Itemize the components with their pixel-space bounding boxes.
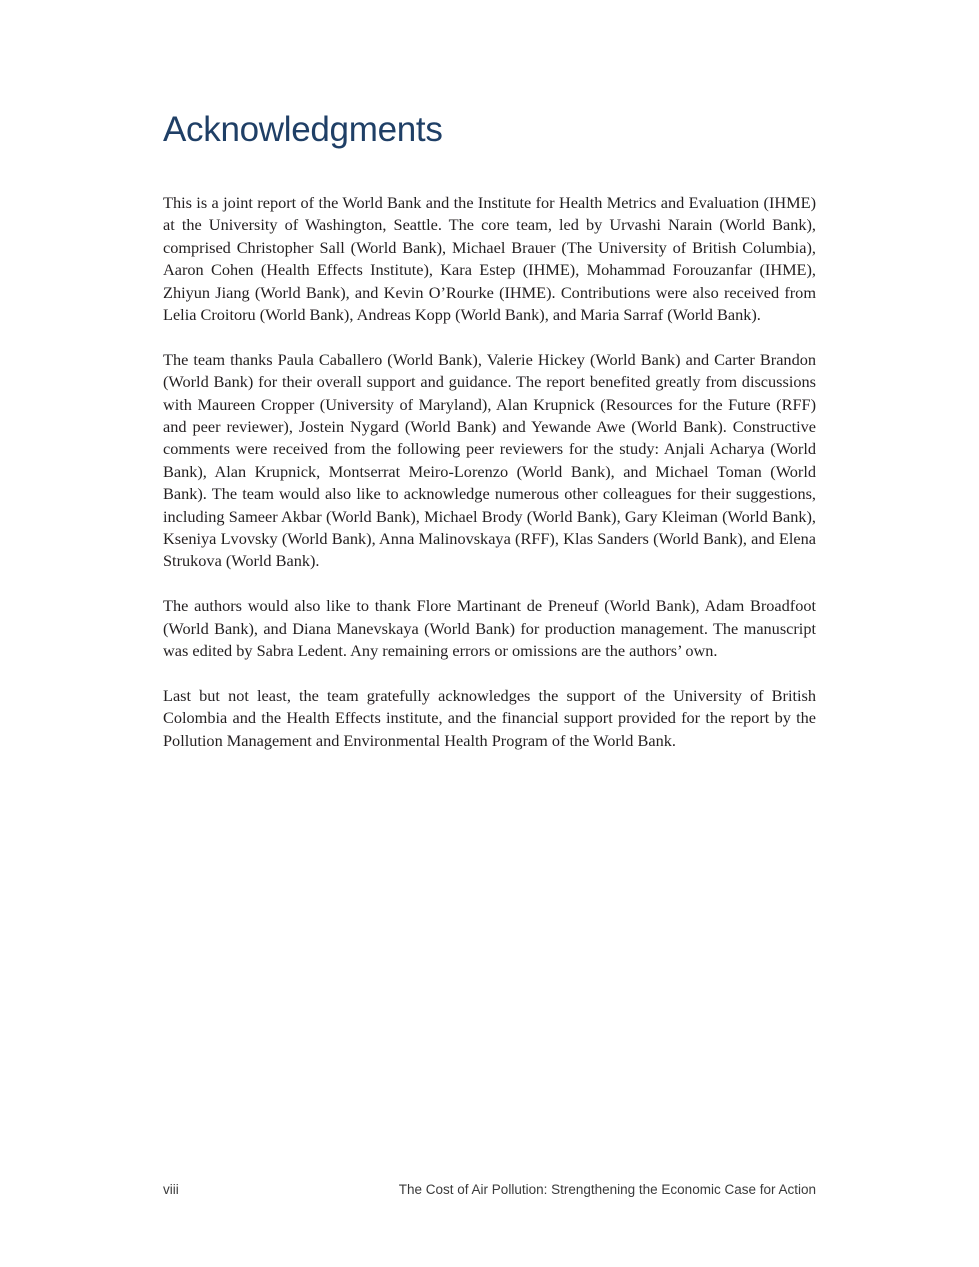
paragraph-financial-support: Last but not least, the team gratefully acknowledges the support of the University of British Colombia and the Health Effects institute, and the financial support provided for the report by the Pollution Management and Environmental Health Program of the World Bank. [163, 685, 816, 750]
running-title: The Cost of Air Pollution: Strengthening the Economic Case for Action [398, 1182, 816, 1197]
page-title: Acknowledgments [163, 110, 443, 149]
acknowledgments-body [163, 192, 816, 775]
paragraph-production: The authors would also like to thank Flore Martinant de Preneuf (World Bank), Adam Broadfoot (World Bank), and Diana Manevskaya (World Bank) for production management. The manuscript was edited by Sabra Ledent. Any remaining errors or omissions are the authors’ own. [163, 596, 816, 661]
page-number: viii [163, 1182, 179, 1197]
paragraph-core-team: This is a joint report of the World Bank and the Institute for Health Metrics and Evaluation (IHME) at the University of Washington, Seattle. The core team, led by Urvashi Narain (World Bank), comprised Christopher Sall (World Bank), Michael Brauer (The University of British Columbia), Aaron Cohen (Health Effects Institute), Kara Estep (IHME), Mohammad Forouzanfar (IHME), Zhiyun Jiang (World Bank), and Kevin O’Rourke (IHME). Contributions were also received from Lelia Croitoru (World Bank), Andreas Kopp (World Bank), and Maria Sarraf (World Bank). [163, 193, 816, 325]
paragraph-thanks-reviewers: The team thanks Paula Caballero (World Bank), Valerie Hickey (World Bank) and Carter Brandon (World Bank) for their overall support and guidance. The report benefited greatly from discussions with Maureen Cropper (University of Maryland), Alan Krupnick (Resources for the Future (RFF) and peer reviewer), Jostein Nygard (World Bank) and Yewande Awe (World Bank). Constructive comments were received from the following peer reviewers for the study: Anjali Acharya (World Bank), Alan Krupnick, Montserrat Meiro-Lorenzo (World Bank), and Michael Toman (World Bank). The team would also like to acknowledge numerous other colleagues for their suggestions, including Sameer Akbar (World Bank), Michael Brody (World Bank), Gary Kleiman (World Bank), Kseniya Lvovsky (World Bank), Anna Malinovskaya (RFF), Klas Sanders (World Bank), and Elena Strukova (World Bank). [163, 349, 816, 571]
